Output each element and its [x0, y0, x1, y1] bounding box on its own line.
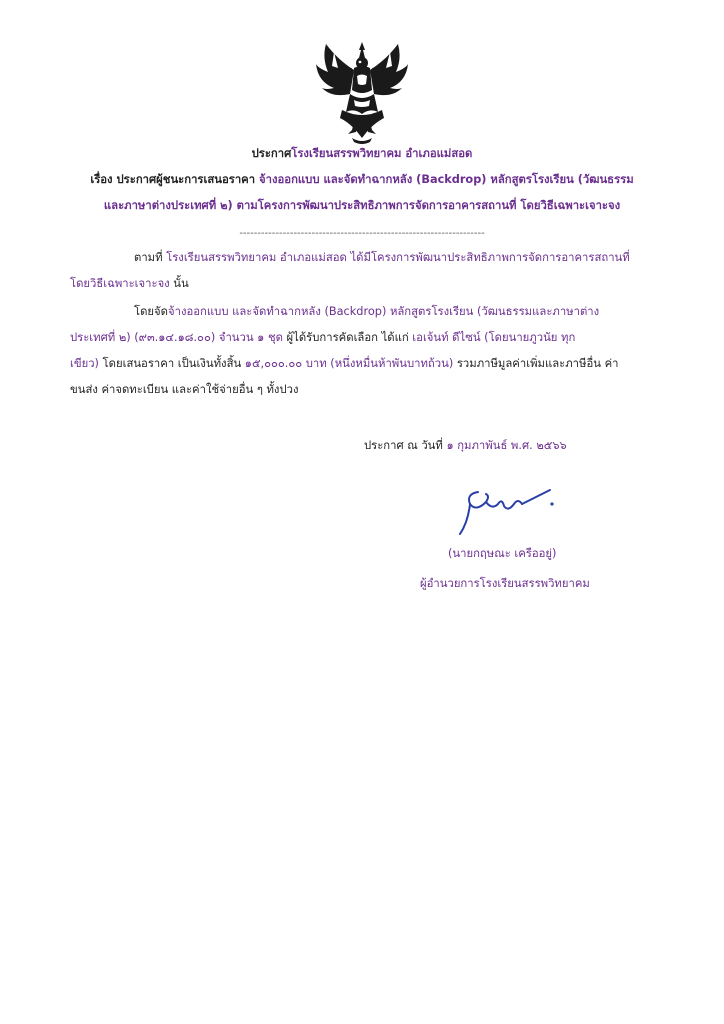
para2-line2 [70, 330, 575, 346]
subject-line-1 [0, 172, 724, 188]
signature-mark [456, 484, 556, 544]
para1-line2 [70, 276, 189, 292]
title-school: โรงเรียนสรรพวิทยาคม อำเภอแม่สอด [291, 147, 473, 160]
para2-price-text: โดยเสนอราคา เป็นเงินทั้งสิ้น [98, 357, 245, 370]
para2-prefix: โดยจัด [134, 305, 168, 318]
para2-line1 [134, 304, 599, 320]
para1-rest: ได้มีโครงการพัฒนาประสิทธิภาพการจัดการอาคารสถานที่ [346, 251, 630, 264]
subject-line-2: และภาษาต่างประเทศที่ ๒) ตามโครงการพัฒนาประสิทธิภาพการจัดการอาคารสถานที่ โดยวิธีเฉพาะเจาะจง [103, 199, 621, 212]
announce-date-line [364, 438, 567, 454]
para1-line1 [134, 250, 630, 266]
para1-method: โดยวิธีเฉพาะเจาะจง [70, 277, 170, 290]
para2-line3 [70, 356, 618, 372]
para2-line4: ขนส่ง ค่าจดทะเบียน และค่าใช้จ่ายอื่น ๆ ทั้งปวง [70, 383, 299, 396]
page-title [0, 146, 724, 162]
para2-tail: รวมภาษีมูลค่าเพิ่มและภาษีอื่น ค่า [453, 357, 619, 370]
announce-prefix: ประกาศ ณ วันที่ [364, 439, 447, 452]
title-prefix: ประกาศ [251, 147, 292, 160]
para2-item: จ้างออกแบบ และจัดทำฉากหลัง (Backdrop) หลักสูตรโรงเรียน (วัฒนธรรมและภาษาต่าง [167, 305, 600, 318]
para2-item-cont: ประเทศที่ ๒) (๙๓.๑๔.๑๘.๐๐) จำนวน ๑ ชุด [70, 331, 283, 344]
announce-date: ๑ กุมภาพันธ์ พ.ศ. ๒๕๖๖ [446, 439, 567, 452]
signatory-position: ผู้อำนวยการโรงเรียนสรรพวิทยาคม [420, 577, 590, 590]
subject-item: จ้างออกแบบ และจัดทำฉากหลัง (Backdrop) หลักสูตรโรงเรียน (วัฒนธรรม [259, 173, 634, 186]
subject-prefix: เรื่อง ประกาศผู้ชนะการเสนอราคา [90, 173, 256, 186]
para1-prefix: ตามที่ [134, 251, 167, 264]
para1-end: นั้น [169, 277, 189, 290]
garuda-emblem-icon [312, 38, 412, 146]
signatory-name: (นายกฤษณะ เครืออยู่) [448, 547, 557, 560]
divider: -------------------------------------------------------------------- [239, 228, 485, 239]
para2-vendor: เอเจ้นท์ ดีไซน์ (โดยนายภูวนัย ทุก [412, 331, 576, 344]
para2-vendor-cont: เขียว) [70, 357, 99, 370]
para2-amount: ๑๕,๐๐๐.๐๐ บาท (หนึ่งหมื่นห้าพันบาทถ้วน) [244, 357, 454, 370]
para2-selected-text: ผู้ได้รับการคัดเลือก ได้แก่ [282, 331, 413, 344]
para1-school: โรงเรียนสรรพวิทยาคม อำเภอแม่สอด [166, 251, 347, 264]
